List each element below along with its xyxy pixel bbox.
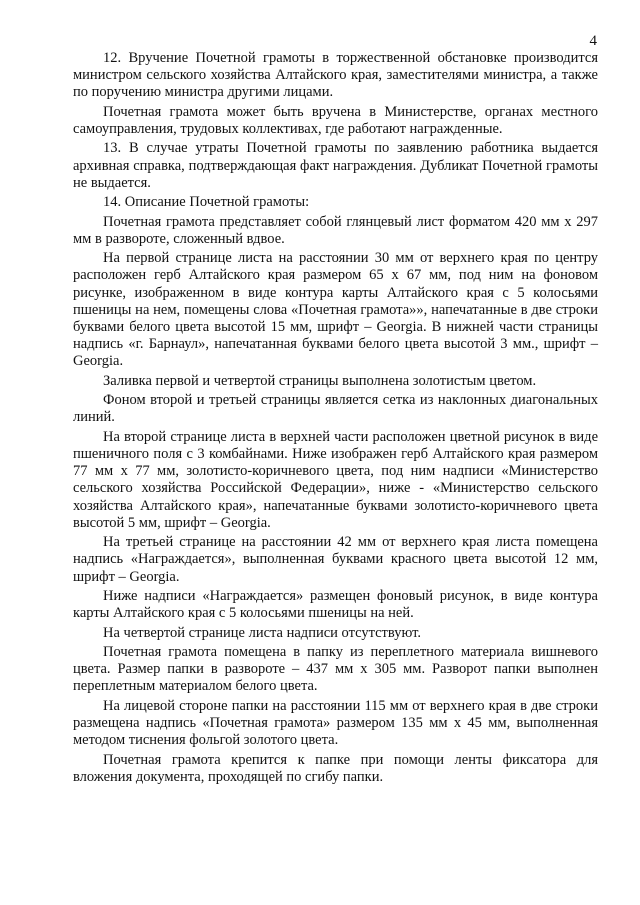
paragraph-folder-material: Почетная грамота помещена в папку из переплетного материала вишневого цвета. Размер папки в развороте – 437 мм х 305 мм. Разворот папки выполнен переплетным материалом белого цвета. bbox=[73, 643, 598, 695]
document-body bbox=[73, 50, 598, 788]
paragraph-fourth-page: На четвертой странице листа надписи отсутствуют. bbox=[103, 624, 421, 641]
paragraph-12-award-presentation: 12. Вручение Почетной грамоты в торжественной обстановке производится министром сельского хозяйства Алтайского края, заместителями министра, а также по поручению министра другими лицами. bbox=[73, 50, 598, 101]
paragraph-14-description-heading: 14. Описание Почетной грамоты: bbox=[103, 194, 310, 211]
paragraph-first-page: На первой странице листа на расстоянии 30 мм от верхнего края по центру расположен герб Алтайского края размером 65 х 67 мм, под ним на фоновом рисунке, изображенном в виде контура карты Алтайского края с 5 колосьями пшеницы на нем, помещены слова «Почетная грамота»», напечатанные в две строки буквами белого цвета высотой 15 мм, шрифт – Georgia. В нижней части страницы надпись «г. Барнаул», напечатанная буквами белого цвета высотой 3 мм., шрифт – Georgia. bbox=[73, 250, 598, 370]
paragraph-13-loss-of-certificate: 13. В случае утраты Почетной грамоты по заявлению работника выдается архивная справка, подтверждающая факт награждения. Дубликат Почетной грамоты не выдается. bbox=[73, 140, 598, 191]
paragraph-folder-front: На лицевой стороне папки на расстоянии 115 мм от верхнего края в две строки размещена надпись «Почетная грамота» размером 135 мм х 45 мм, выполненная методом тиснения фольгой золотого цвета. bbox=[73, 697, 598, 749]
paragraph-folder-ribbon: Почетная грамота крепится к папке при помощи ленты фиксатора для вложения документа, проходящей по сгибу папки. bbox=[73, 751, 598, 785]
paragraph-third-page-background: Ниже надписи «Награждается» размещен фоновый рисунок, в виде контура карты Алтайского края с 5 колосьями пшеницы на ней. bbox=[73, 587, 598, 622]
paragraph-award-location: Почетная грамота может быть вручена в Министерстве, органах местного самоуправления, трудовых коллективах, где работают награжденные. bbox=[73, 103, 598, 137]
paragraph-fill-color: Заливка первой и четвертой страницы выполнена золотистым цветом. bbox=[103, 372, 537, 389]
paragraph-background-grid: Фоном второй и третьей страницы является сетка из наклонных диагональных линий. bbox=[73, 392, 598, 426]
paragraph-second-page: На второй странице листа в верхней части расположен цветной рисунок в виде пшеничного поля с 3 комбайнами. Ниже изображен герб Алтайского края размером 77 мм х 77 мм, золотисто-коричневого цвета, под ним надписи «Министерство сельского хозяйства Российской Федерации», ниже - «Министерство сельского хозяйства Алтайского края», напечатанные буквами золотисто-коричневого цвета высотой 5 мм, шрифт – Georgia. bbox=[73, 428, 598, 531]
paragraph-third-page: На третьей странице на расстоянии 42 мм от верхнего края листа помещена надпись «Награждается», выполненная буквами красного цвета высотой 12 мм, шрифт – Georgia. bbox=[73, 534, 598, 585]
page-number: 4 bbox=[589, 33, 597, 49]
paragraph-sheet-format: Почетная грамота представляет собой глянцевый лист форматом 420 мм х 297 мм в развороте, сложенный вдвое. bbox=[73, 213, 598, 247]
